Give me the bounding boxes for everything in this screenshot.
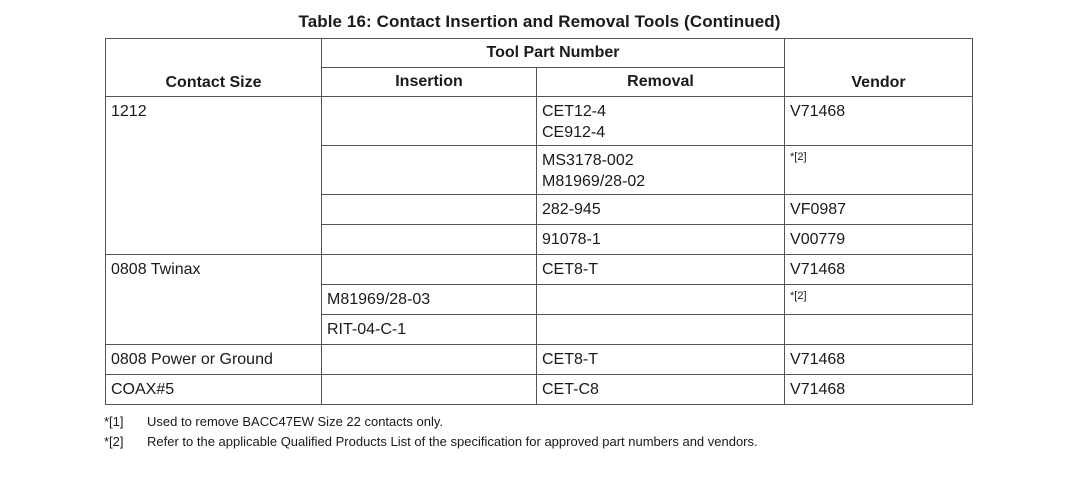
footnote: [104, 432, 758, 452]
insertion-cell: RIT-04-C-1: [322, 315, 537, 345]
removal-part-number: M81969/28-02: [542, 173, 646, 190]
removal-cell: [537, 315, 785, 345]
vendor-cell: V71468: [785, 97, 973, 146]
header-row-top: [106, 39, 973, 68]
footnote-mark: *[1]: [104, 414, 124, 429]
contact-tools-table: [105, 38, 973, 405]
insertion-cell: [322, 345, 537, 375]
table-row: [106, 375, 973, 405]
vendor-cell: [785, 315, 973, 345]
footnote-reference: *[2]: [790, 151, 807, 163]
footnote-mark: *[2]: [104, 434, 124, 449]
vendor-cell: [785, 146, 973, 195]
removal-part-number: CET12-4: [542, 103, 607, 120]
vendor-cell: V71468: [785, 375, 973, 405]
footnotes: [104, 412, 758, 452]
header-contact-size: Contact Size: [106, 39, 322, 97]
insertion-cell: [322, 97, 537, 146]
footnote: [104, 412, 758, 432]
removal-cell: CET-C8: [537, 375, 785, 405]
removal-cell: [537, 97, 785, 146]
removal-cell: [537, 285, 785, 315]
contact-size-cell: COAX#5: [106, 375, 322, 405]
removal-cell: 282-945: [537, 195, 785, 225]
table-row: [106, 345, 973, 375]
removal-part-number: MS3178-002: [542, 152, 634, 169]
header-vendor: Vendor: [785, 39, 973, 97]
insertion-cell: [322, 195, 537, 225]
table-title: Table 16: Contact Insertion and Removal Tools (Continued): [298, 12, 781, 31]
insertion-cell: [322, 375, 537, 405]
insertion-cell: [322, 146, 537, 195]
footnote-text: Used to remove BACC47EW Size 22 contacts only.: [147, 414, 443, 429]
removal-part-number: CE912-4: [542, 124, 606, 141]
header-tool-part-number: Tool Part Number: [322, 39, 785, 68]
vendor-cell: [785, 285, 973, 315]
removal-cell: CET8-T: [537, 345, 785, 375]
vendor-cell: V71468: [785, 255, 973, 285]
contact-size-cell: 1212: [106, 97, 322, 255]
removal-cell: [537, 146, 785, 195]
insertion-cell: M81969/28-03: [322, 285, 537, 315]
insertion-cell: [322, 255, 537, 285]
table-row: [106, 255, 973, 285]
vendor-cell: V71468: [785, 345, 973, 375]
header-insertion: Insertion: [322, 68, 537, 97]
removal-cell: 91078-1: [537, 225, 785, 255]
table-row: [106, 97, 973, 146]
footnote-reference: *[2]: [790, 290, 807, 302]
vendor-cell: V00779: [785, 225, 973, 255]
footnote-text: Refer to the applicable Qualified Products List of the specification for approved part numbers and vendors.: [147, 434, 758, 449]
removal-cell: CET8-T: [537, 255, 785, 285]
contact-size-cell: 0808 Power or Ground: [106, 345, 322, 375]
vendor-cell: VF0987: [785, 195, 973, 225]
contact-size-cell: 0808 Twinax: [106, 255, 322, 345]
header-removal: Removal: [537, 68, 785, 97]
insertion-cell: [322, 225, 537, 255]
